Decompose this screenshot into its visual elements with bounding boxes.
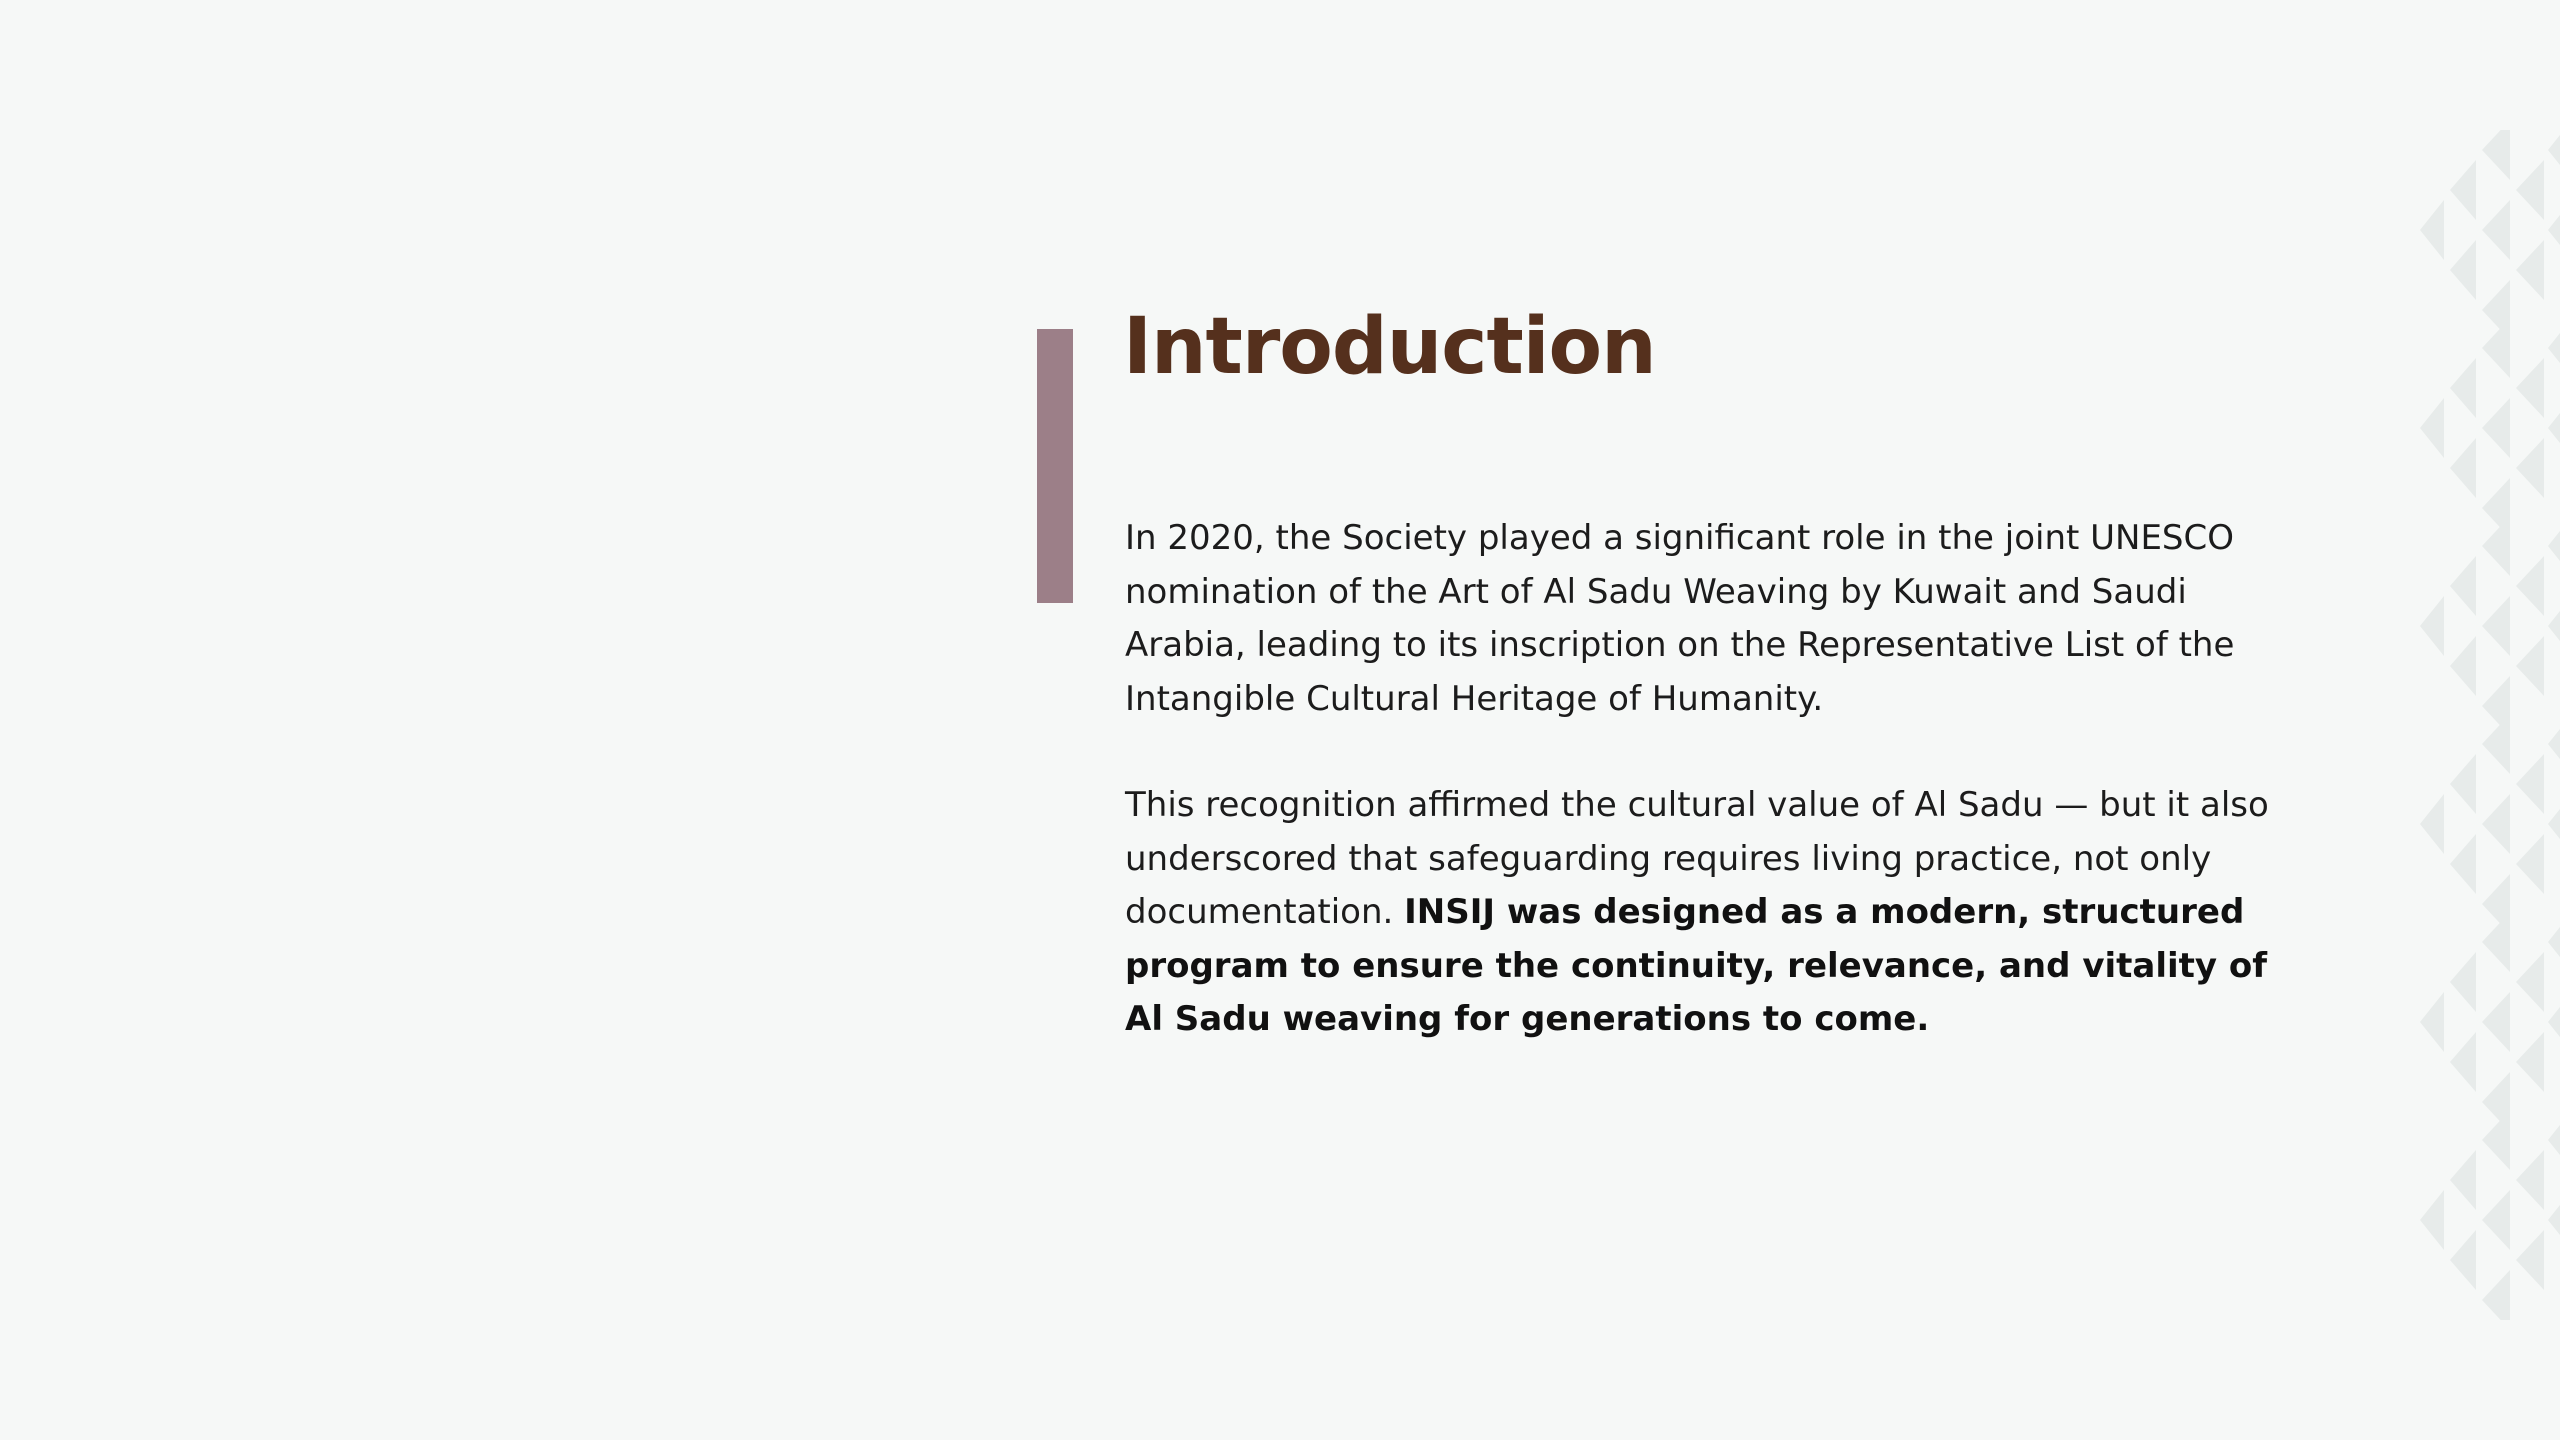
pattern-triangle <box>2482 516 2510 576</box>
pattern-triangle <box>2548 135 2560 165</box>
pattern-triangle <box>2548 1007 2560 1037</box>
pattern-triangle <box>2420 992 2444 1052</box>
pattern-triangle <box>2516 1032 2544 1092</box>
pattern-triangle <box>2482 596 2510 656</box>
pattern-triangle <box>2450 1230 2476 1290</box>
pattern-triangle <box>2548 809 2560 839</box>
pattern-triangle <box>2516 556 2544 616</box>
accent-bar <box>1037 329 1073 603</box>
pattern-triangle <box>2548 413 2560 443</box>
pattern-triangle <box>2548 333 2560 363</box>
intro-paragraph-2-text: This recognition affirmed the cultural value of Al Sadu — but it also underscored that safeguarding requires living practice, not only documentation. <box>1125 785 2269 932</box>
pattern-triangle <box>2482 714 2510 774</box>
pattern-triangle <box>2450 1150 2476 1210</box>
pattern-triangle <box>2548 531 2560 561</box>
pattern-triangle <box>2516 636 2544 696</box>
pattern-triangle <box>2482 398 2510 458</box>
pattern-triangle <box>2420 398 2444 458</box>
pattern-triangle <box>2420 200 2444 260</box>
pattern-triangle <box>2516 952 2544 1012</box>
pattern-triangle <box>2482 794 2510 854</box>
pattern-triangle <box>2482 1270 2510 1320</box>
sadu-triangle-pattern-icon <box>2420 130 2560 1320</box>
pattern-triangle <box>2450 438 2476 498</box>
pattern-triangle <box>2450 358 2476 418</box>
pattern-triangle <box>2548 927 2560 957</box>
pattern-triangle <box>2516 438 2544 498</box>
pattern-triangle <box>2482 1110 2510 1170</box>
pattern-triangle <box>2450 160 2476 220</box>
pattern-triangle <box>2516 240 2544 300</box>
pattern-triangle <box>2450 754 2476 814</box>
pattern-triangle <box>2516 1150 2544 1210</box>
intro-paragraph-2 <box>1125 779 2290 1047</box>
pattern-triangle <box>2516 160 2544 220</box>
pattern-triangle <box>2450 952 2476 1012</box>
slide-body <box>1125 512 2290 1100</box>
pattern-triangle <box>2450 834 2476 894</box>
pattern-triangle <box>2450 556 2476 616</box>
pattern-triangle <box>2548 611 2560 641</box>
pattern-triangle <box>2420 596 2444 656</box>
intro-paragraph-1: In 2020, the Society played a significant role in the joint UNESCO nomination of the Art of Al Sadu Weaving by Kuwait and Saudi Arabia, leading to its inscription on the Representative List of the Intangible Cultural Heritage of Humanity. <box>1125 518 2235 719</box>
pattern-triangle <box>2482 130 2510 180</box>
pattern-triangle <box>2482 318 2510 378</box>
pattern-triangle <box>2548 1125 2560 1155</box>
pattern-triangle <box>2450 240 2476 300</box>
pattern-triangle <box>2516 834 2544 894</box>
intro-paragraph-2-emphasis: INSIJ was designed as a modern, structured program to ensure the continuity, relevance, and vitality of Al Sadu weaving for generations to come. <box>1125 892 2268 1039</box>
pattern-triangle <box>2482 200 2510 260</box>
pattern-triangle <box>2420 794 2444 854</box>
pattern-triangle <box>2548 729 2560 759</box>
pattern-triangle <box>2482 912 2510 972</box>
pattern-triangle <box>2516 754 2544 814</box>
pattern-triangle <box>2420 1190 2444 1250</box>
pattern-triangle <box>2548 215 2560 245</box>
pattern-triangle <box>2516 1230 2544 1290</box>
pattern-triangle <box>2450 636 2476 696</box>
pattern-triangle <box>2482 1190 2510 1250</box>
pattern-triangle <box>2450 1032 2476 1092</box>
pattern-triangle <box>2482 992 2510 1052</box>
slide-title: Introduction <box>1123 302 1656 392</box>
pattern-triangle <box>2548 1205 2560 1235</box>
pattern-triangle <box>2516 358 2544 418</box>
